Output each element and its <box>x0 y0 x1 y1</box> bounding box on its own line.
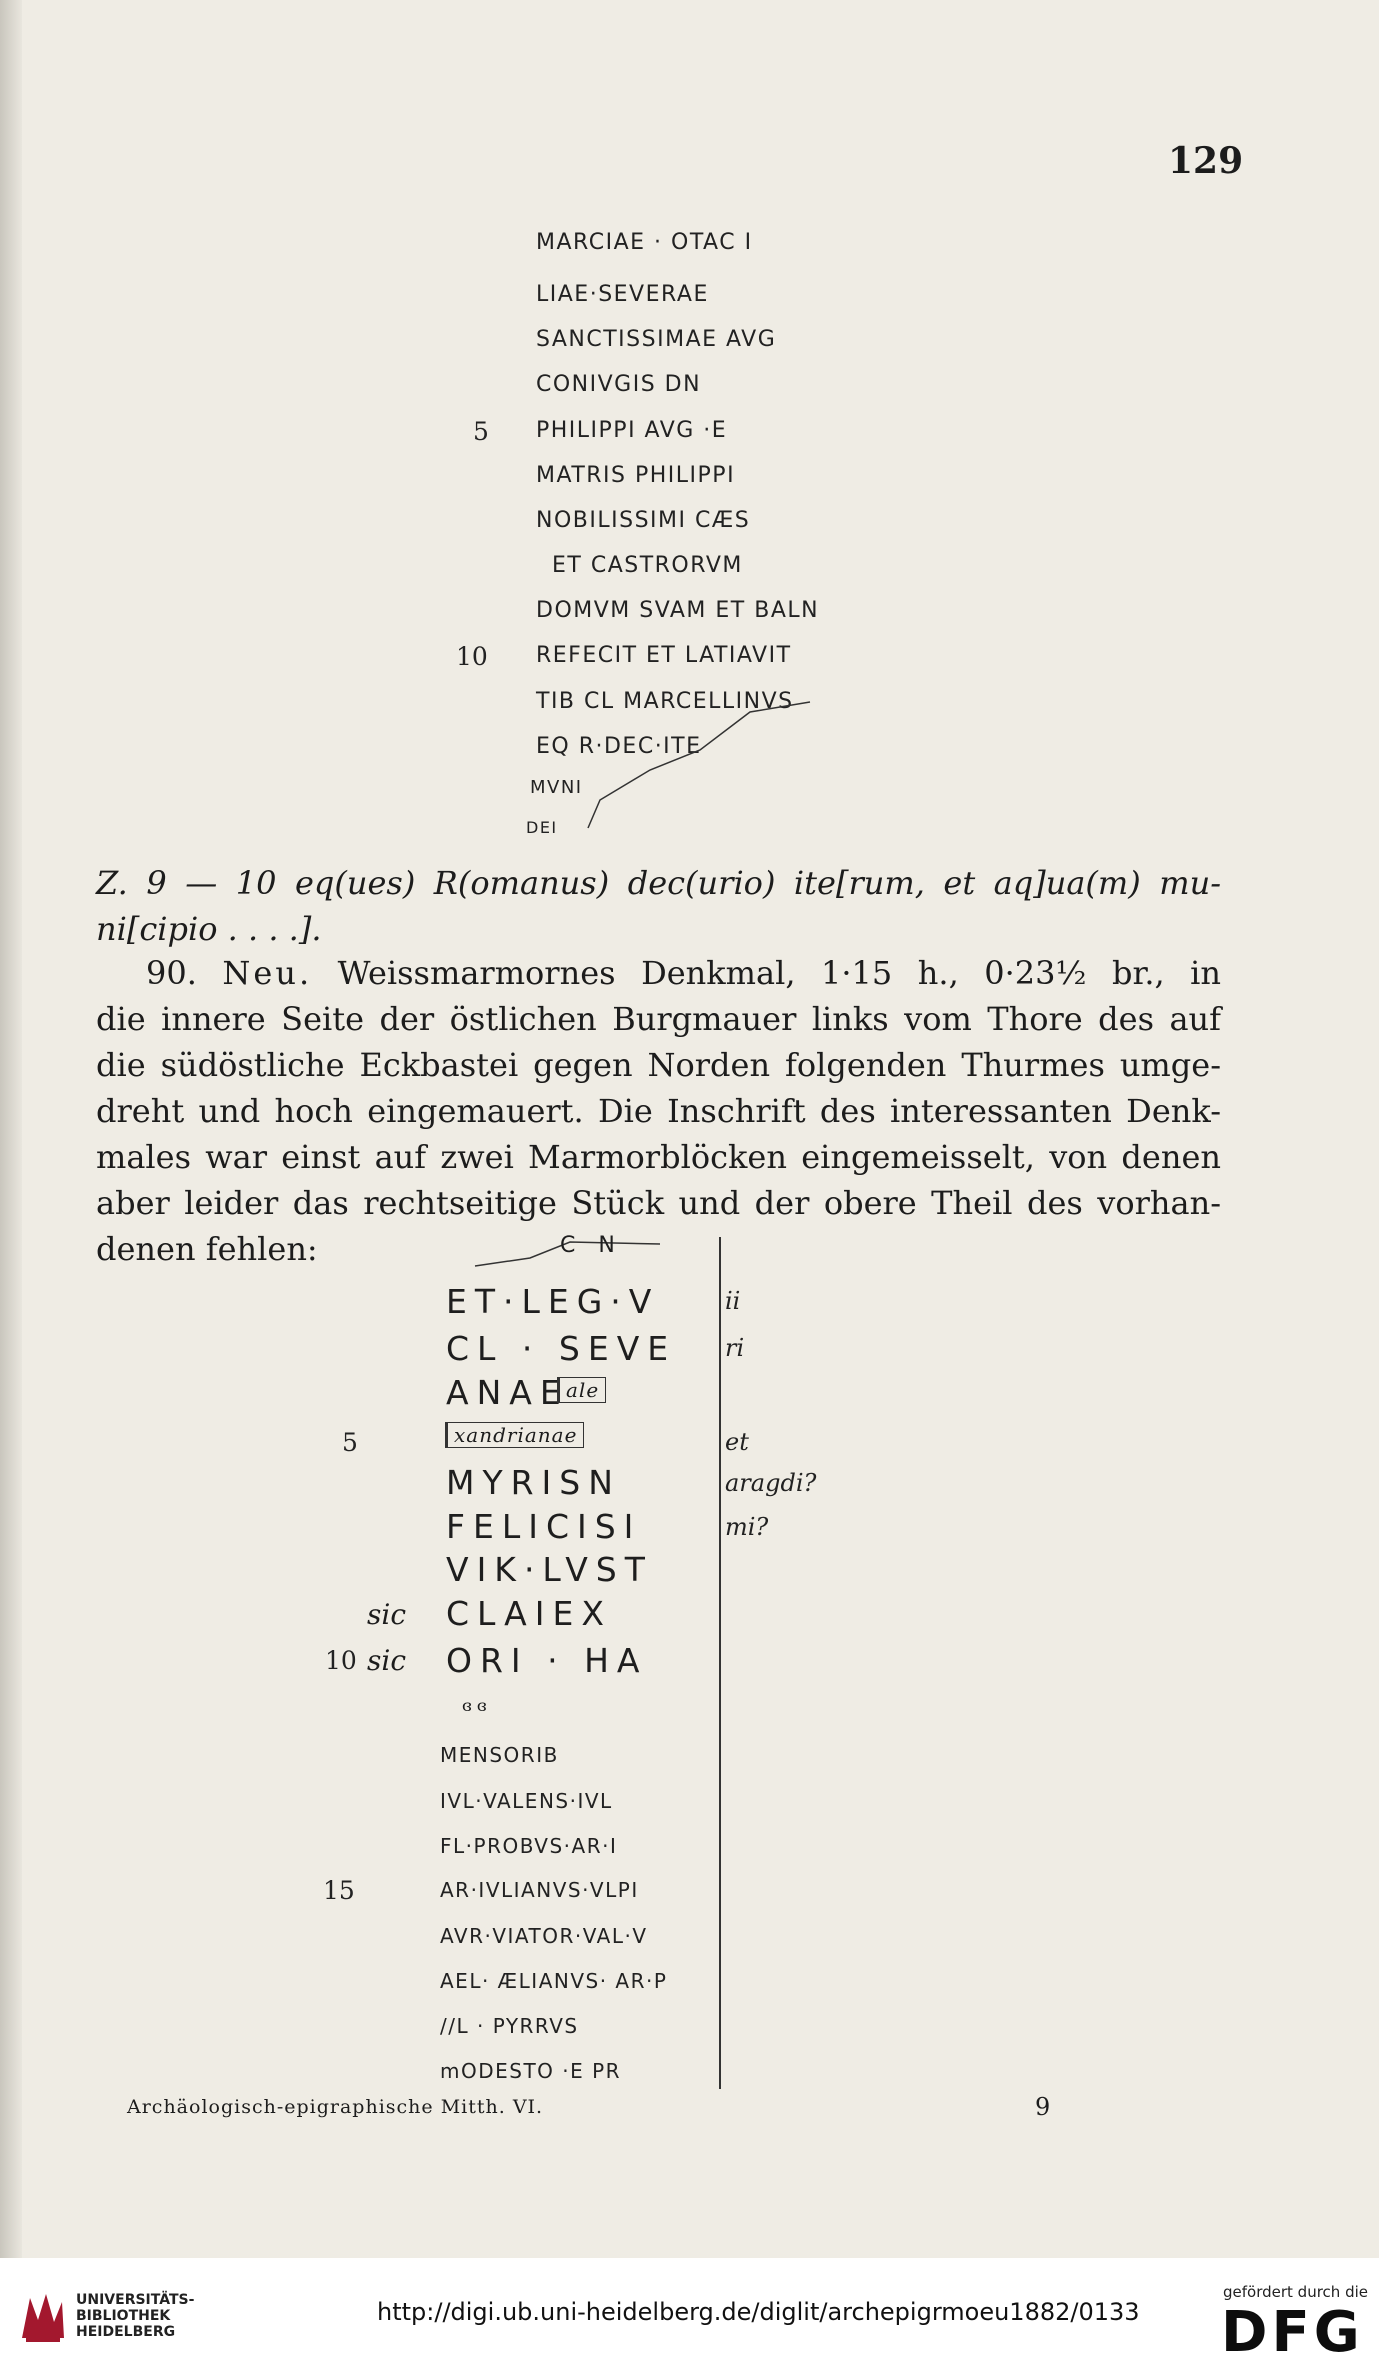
sic-note: sic <box>367 1598 407 1631</box>
line-number: 5 <box>473 417 489 446</box>
inscription-line: VIK·LVST <box>446 1550 653 1589</box>
restoration: aragdi? <box>725 1469 817 1497</box>
entry-line: denen fehlen: <box>96 1230 318 1268</box>
dfg-logo[interactable]: DFG <box>1221 2300 1364 2365</box>
inscription-line: MARCIAE · OTAC I <box>536 230 753 255</box>
inscription-line: AR·IVLIANVS·VLPI <box>440 1878 639 1902</box>
inscription-line: ET CASTRORVM <box>552 553 743 578</box>
inscription-line: ANAE <box>446 1373 569 1412</box>
entry-number: 90. <box>146 954 197 992</box>
entry-90 <box>96 950 1221 1272</box>
entry-line: dreht und hoch eingemauert. Die Inschrift des interessanten Denk- <box>96 1092 1221 1130</box>
restoration: et <box>725 1428 749 1456</box>
boxed-restoration: xandrianae <box>445 1422 584 1448</box>
line-number: 10 <box>325 1646 357 1675</box>
sic-note: sic <box>367 1644 407 1677</box>
inscription-line: CLAIEX <box>446 1594 612 1633</box>
inscription-line: PHILIPPI AVG ·E <box>536 418 728 443</box>
line-number: 10 <box>456 642 488 671</box>
inscription-line: DOMVM SVAM ET BALN <box>536 598 820 623</box>
inscription-line: CL · SEVE <box>446 1329 677 1368</box>
entry-label: Neu. <box>222 954 313 992</box>
fracture-line <box>540 690 820 830</box>
inscription-line: MVNI <box>530 777 583 798</box>
inscription-line: REFECIT ET LATIAVIT <box>536 643 792 668</box>
footer-journal: Archäologisch-epigraphische Mitth. VI. <box>127 2096 544 2118</box>
inscription-line: MENSORIB <box>440 1743 559 1767</box>
caption <box>96 860 1221 952</box>
entry-first-line <box>96 950 1221 996</box>
caption-line: Z. 9 — 10 eq(ues) R(omanus) dec(urio) ite[rum, et aq]ua(m) mu- <box>96 864 1221 902</box>
caption-line: ni[cipio . . . .]. <box>96 910 322 948</box>
inscription-line: mODESTO ·E PR <box>440 2059 622 2083</box>
entry-line: die südöstliche Eckbastei gegen Norden folgenden Thurmes umge- <box>96 1046 1221 1084</box>
page-spine-shadow <box>0 0 22 2258</box>
institution-line: UNIVERSITÄTS- <box>76 2292 195 2308</box>
institution-line: BIBLIOTHEK <box>76 2308 171 2324</box>
inscription-line: LIAE·SEVERAE <box>536 282 709 307</box>
inscription-line: TIB CL MARCELLINVS <box>536 689 794 714</box>
inscription-line: SANCTISSIMAE AVG <box>536 327 777 352</box>
permalink-url[interactable]: http://digi.ub.uni-heidelberg.de/diglit/archepigrmoeu1882/0133 <box>377 2298 1140 2326</box>
inscription-line: AEL· ÆLIANVS· AR·P <box>440 1969 668 1993</box>
entry-line: die innere Seite der östlichen Burgmauer links vom Thore des auf <box>96 1000 1221 1038</box>
inscription-line: IVL·VALENS·IVL <box>440 1789 613 1813</box>
restoration: mi? <box>725 1513 769 1541</box>
boxed-restoration: ale <box>557 1377 606 1403</box>
sponsor-text: gefördert durch die <box>1223 2283 1368 2301</box>
inscription-line: //L · PYRRVS <box>440 2014 579 2038</box>
entry-line: Weissmarmornes Denkmal, 1·15 h., 0·23½ br., in <box>337 954 1222 992</box>
entry-line: males war einst auf zwei Marmorblöcken eingemeisselt, von denen <box>96 1138 1221 1176</box>
inscription-line: DEI <box>526 818 558 837</box>
university-library-logo-icon[interactable] <box>16 2288 68 2344</box>
page-number: 129 <box>1168 140 1244 182</box>
inscription-line: FL·PROBVS·AR·I <box>440 1834 618 1858</box>
restoration: ii <box>725 1287 741 1315</box>
inscription-line: MYRISN <box>446 1463 621 1502</box>
line-number: 15 <box>323 1876 355 1905</box>
inscription-fragment: C N <box>560 1233 623 1258</box>
inscription-line: FELICISI <box>446 1507 642 1546</box>
inscription-line: ORI · HA <box>446 1641 648 1680</box>
restoration: ri <box>725 1334 745 1362</box>
block-division-line <box>719 1237 721 2089</box>
inscription-line: CONIVGIS DN <box>536 372 702 397</box>
institution-name[interactable] <box>76 2292 194 2340</box>
inscription-line: EQ R·DEC·ITE <box>536 734 702 759</box>
ornament-marks: ɞ ɞ <box>462 1696 487 1715</box>
entry-line: aber leider das rechtseitige Stück und der obere Theil des vorhan- <box>96 1184 1221 1222</box>
footer-signature: 9 <box>1035 2093 1051 2121</box>
inscription-line: NOBILISSIMI CÆS <box>536 508 751 533</box>
inscription-line: MATRIS PHILIPPI <box>536 463 736 488</box>
institution-line: HEIDELBERG <box>76 2324 176 2340</box>
line-number: 5 <box>342 1428 358 1457</box>
inscription-line: ET·LEG·V <box>446 1282 660 1321</box>
inscription-line: AVR·VIATOR·VAL·V <box>440 1924 648 1948</box>
